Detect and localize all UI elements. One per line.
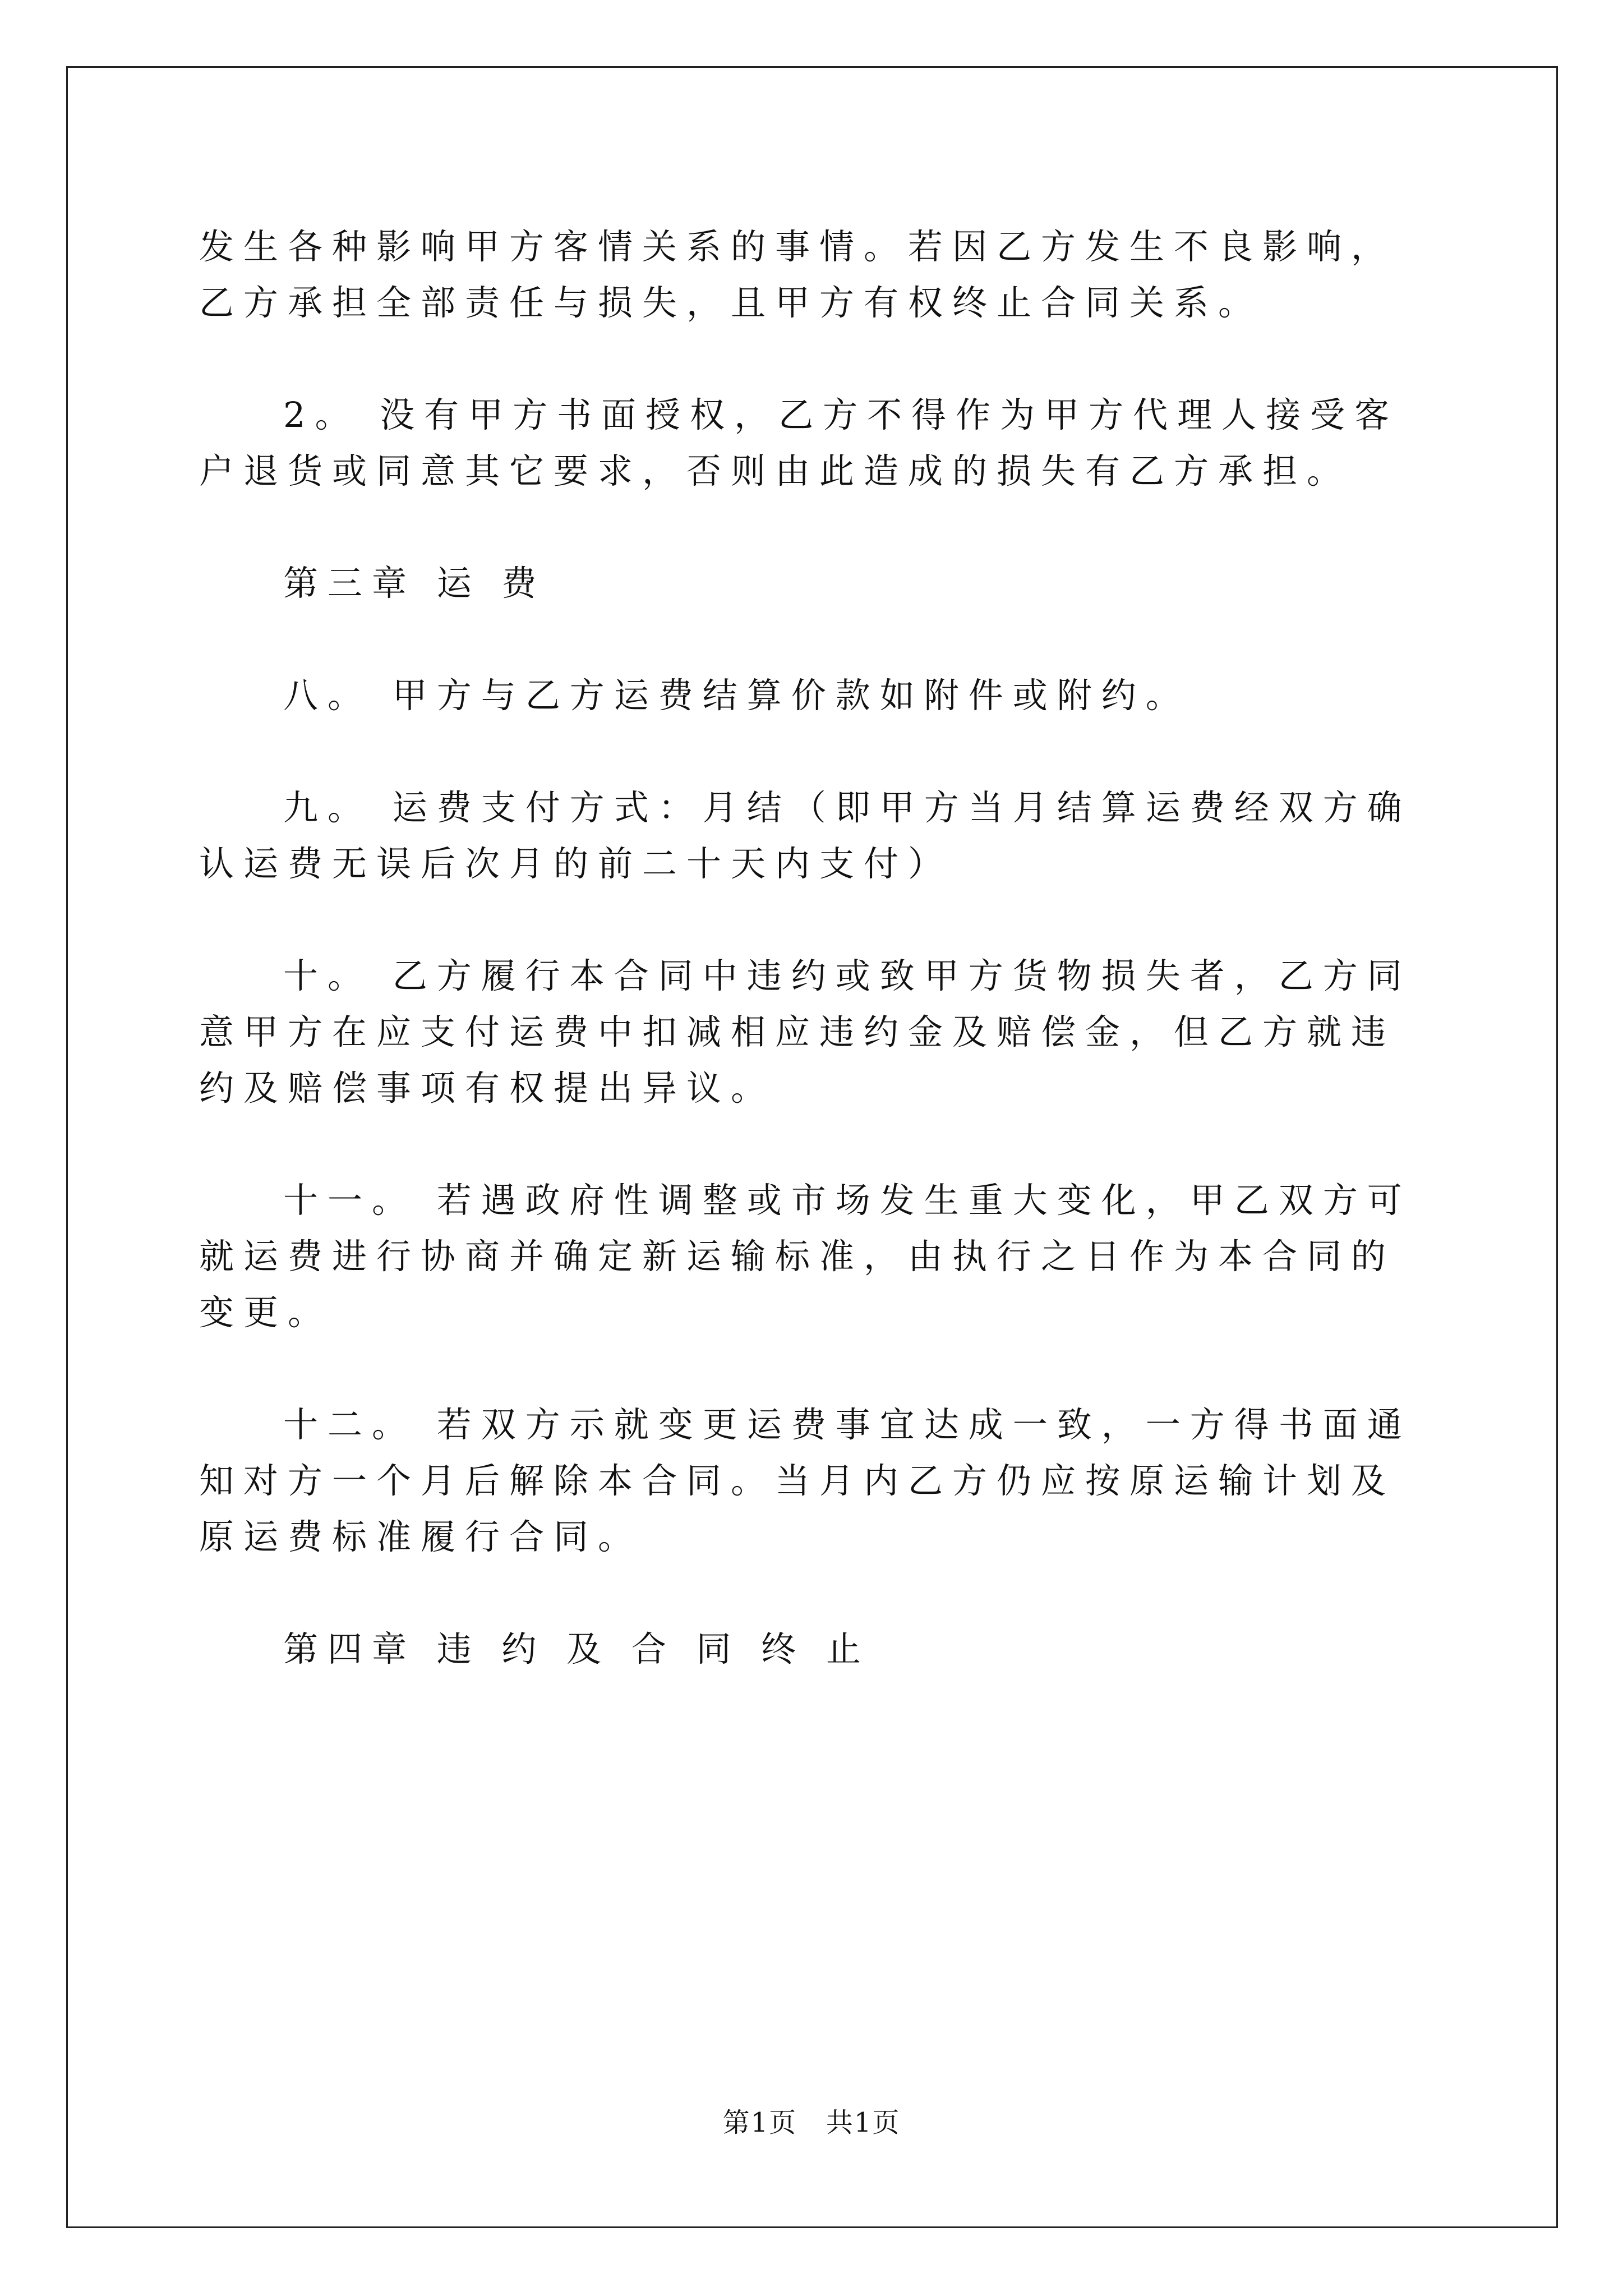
paragraph-clause-9: 九。 运费支付方式：月结（即甲方当月结算运费经双方确认运费无误后次月的前二十天内支付） — [199, 787, 1412, 884]
chapter-heading-4: 第四章 违 约 及 合 同 终 止 — [283, 1628, 870, 1669]
paragraph-clause-10: 十。 乙方履行本合同中违约或致甲方货物损失者，乙方同意甲方在应支付运费中扣减相应违约金及赔偿金，但乙方就违约及赔偿事项有权提出异议。 — [199, 955, 1412, 1108]
document-body — [199, 219, 1426, 1733]
paragraph-clause-8: 八。 甲方与乙方运费结算价款如附件或附约。 — [283, 675, 1190, 716]
paragraph-clause-continued: 发生各种影响甲方客情关系的事情。若因乙方发生不良影响，乙方承担全部责任与损失，且甲方有权终止合同关系。 — [199, 226, 1396, 323]
chapter-heading-3: 第三章 运 费 — [283, 563, 546, 604]
paragraph-clause-2: 2。 没有甲方书面授权，乙方不得作为甲方代理人接受客户退货或同意其它要求，否则由此造成的损失有乙方承担。 — [199, 394, 1399, 491]
paragraph-clause-11: 十一。 若遇政府性调整或市场发生重大变化，甲乙双方可就运费进行协商并确定新运输标准，由执行之日作为本合同的变更。 — [199, 1180, 1412, 1333]
page-number-footer: 第1页 共1页 — [722, 2107, 901, 2138]
paragraph-clause-12: 十二。 若双方示就变更运费事宜达成一致，一方得书面通知对方一个月后解除本合同。当月内乙方仍应按原运输计划及原运费标准履行合同。 — [199, 1404, 1412, 1557]
